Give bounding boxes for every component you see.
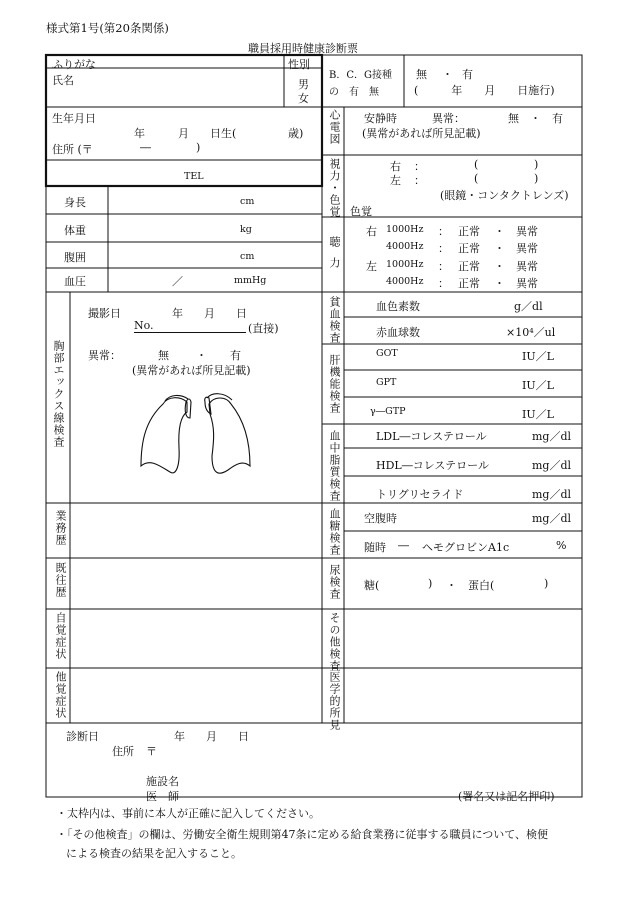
note-1: ・太枠内は、事前に本人が正確に記入してください。 xyxy=(56,807,320,820)
hba1c-unit: % xyxy=(556,539,567,552)
ldl-unit: mg／dl xyxy=(532,430,572,443)
hc1: ： xyxy=(438,225,449,238)
lipid-label: 血中脂質検査 xyxy=(328,430,341,502)
bcg-label: B．C．G接種 xyxy=(329,70,392,81)
tg-unit: mg／dl xyxy=(532,488,572,501)
postal-dash: ― xyxy=(140,141,151,154)
form-title: 職員採用時健康診断票 xyxy=(248,42,358,55)
other-tests-label: その他検査 xyxy=(328,612,341,672)
hdl-unit: mg／dl xyxy=(532,459,572,472)
hd4: ・ xyxy=(494,277,505,290)
urine-sugar: 糖( xyxy=(364,579,380,592)
tg-label: トリグリセライド xyxy=(376,488,464,501)
facility-label: 施設名 xyxy=(146,775,179,788)
birthdate-label: 生年月日 xyxy=(52,112,96,125)
xray-dot: ・ xyxy=(196,349,207,362)
got-label: GOT xyxy=(376,348,398,359)
waist-unit: cm xyxy=(240,251,255,262)
got-unit: IU／L xyxy=(522,350,554,363)
vision-paren-l2: ( xyxy=(474,172,479,185)
bp-slash: ／ xyxy=(172,275,183,288)
bcg-none[interactable]: 無 xyxy=(416,68,427,81)
vision-right: 右 xyxy=(390,160,401,173)
objective-symptoms-label: 他覚症状 xyxy=(54,671,67,719)
birth-month-unit: 月 xyxy=(178,127,189,140)
note-2: ・「その他検査」の欄は、労働安全衛生規則第47条に定める給食業務に従事する職員について、検便 xyxy=(56,828,549,841)
xray-present[interactable]: 有 xyxy=(230,349,241,362)
work-history-label: 業務歴 xyxy=(54,510,67,546)
female-option[interactable]: 女 xyxy=(298,92,309,105)
h-abn-2[interactable]: 異常 xyxy=(516,242,538,255)
vision-left: 左 xyxy=(390,174,401,187)
xray-direct: (直接) xyxy=(248,322,279,335)
hc4: ： xyxy=(438,277,449,290)
color-vision-label: 色覚 xyxy=(350,205,372,218)
gpt-label: GPT xyxy=(376,377,397,388)
h-normal-2[interactable]: 正常 xyxy=(458,242,480,255)
xray-findings-note: (異常があれば所見記載) xyxy=(132,364,251,377)
furigana-label: ふりがな xyxy=(52,58,96,71)
glucose-label: 血糖検査 xyxy=(328,508,341,556)
doctor-label: 医 師 xyxy=(146,790,179,803)
sex-label: 性別 xyxy=(288,58,310,71)
liver-label: 肝機能検査 xyxy=(328,354,341,414)
height-unit: cm xyxy=(240,196,255,207)
birth-day-unit: 日生( xyxy=(210,127,237,140)
waist-label: 腹囲 xyxy=(64,251,86,264)
glasses-note: (眼鏡・コンタクトレンズ) xyxy=(440,189,569,202)
ldl-label: LDL―コレステロール xyxy=(376,430,487,443)
signature-note: (署名又は記名押印) xyxy=(458,790,555,803)
exam-month-unit: 月 xyxy=(206,730,217,743)
ggtp-label: γ―GTP xyxy=(370,406,406,417)
hemoglobin-label: 血色素数 xyxy=(376,300,420,313)
hc2: ： xyxy=(438,242,449,255)
exam-day-unit: 日 xyxy=(238,730,249,743)
weight-unit: kg xyxy=(240,224,252,235)
ecg-dot: ・ xyxy=(530,112,541,125)
male-option[interactable]: 男 xyxy=(298,78,309,91)
xray-year-unit: 年 xyxy=(172,307,183,320)
name-label: 氏名 xyxy=(52,74,74,87)
hemoglobin-unit: g／dl xyxy=(514,300,543,313)
postal-mark: 〒 xyxy=(146,745,157,758)
ecg-none[interactable]: 無 xyxy=(508,112,519,125)
hd3: ・ xyxy=(494,260,505,273)
hz4000-r: 4000Hz xyxy=(386,241,424,252)
hd2: ・ xyxy=(494,242,505,255)
subjective-symptoms-label: 自覚症状 xyxy=(54,612,67,660)
doctor-address-label: 住所 xyxy=(112,745,134,758)
vision-paren-r1: ) xyxy=(534,158,539,171)
h-normal-3[interactable]: 正常 xyxy=(458,260,480,273)
vision-label: 視力・色覚 xyxy=(328,158,341,218)
weight-label: 体重 xyxy=(64,224,86,237)
xray-abnormal-label: 異常： xyxy=(88,349,121,362)
vision-colon-r: ： xyxy=(414,160,425,173)
hc3: ： xyxy=(438,260,449,273)
lungs-illustration xyxy=(141,394,250,473)
birth-year-unit: 年 xyxy=(134,127,145,140)
exam-year-unit: 年 xyxy=(174,730,185,743)
hba1c-label: ヘモグロビンA1c xyxy=(422,541,510,554)
ggtp-unit: IU／L xyxy=(522,408,554,421)
fasting-label: 空腹時 xyxy=(364,512,397,525)
ecg-abnormal-label: 異常： xyxy=(432,112,465,125)
rbc-label: 赤血球数 xyxy=(376,326,420,339)
random-dash: ― xyxy=(398,539,409,552)
gpt-unit: IU／L xyxy=(522,379,554,392)
urine-dot: ・ xyxy=(446,579,457,592)
height-label: 身長 xyxy=(64,196,86,209)
vision-colon-l: ： xyxy=(414,174,425,187)
urine-rp1: ) xyxy=(428,577,433,590)
h-normal-1[interactable]: 正常 xyxy=(458,225,480,238)
hearing-right: 右 xyxy=(366,225,377,238)
bcg-present[interactable]: 有 xyxy=(462,68,473,81)
address-label: 住所 (〒 xyxy=(52,143,93,156)
h-abn-1[interactable]: 異常 xyxy=(516,225,538,238)
note-3: による検査の結果を記入すること。 xyxy=(66,847,242,860)
urine-rp2: ) xyxy=(544,577,549,590)
vision-paren-l1: ( xyxy=(474,158,479,171)
hz1000-r: 1000Hz xyxy=(386,224,424,235)
xray-label: 胸部エックス線検査 xyxy=(52,340,65,448)
fasting-unit: mg／dl xyxy=(532,512,572,525)
bcg-dot: ・ xyxy=(442,68,453,81)
exam-date-label: 診断日 xyxy=(66,730,99,743)
medical-history-label: 既往歴 xyxy=(54,562,67,598)
ecg-findings-note: (異常があれば所見記載) xyxy=(362,127,481,140)
hd1: ・ xyxy=(494,225,505,238)
hearing-left: 左 xyxy=(366,260,377,273)
h-abn-4[interactable]: 異常 xyxy=(516,277,538,290)
vision-paren-r2: ) xyxy=(534,172,539,185)
ecg-rest: 安静時 xyxy=(364,112,397,125)
anemia-label: 貧血検査 xyxy=(328,296,341,344)
hz4000-l: 4000Hz xyxy=(386,276,424,287)
h-abn-3[interactable]: 異常 xyxy=(516,260,538,273)
age-unit: 歳) xyxy=(288,127,304,140)
form-number: 様式第1号(第20条関係) xyxy=(46,21,169,35)
hdl-label: HDL―コレステロール xyxy=(376,459,489,472)
urine-label: 尿検査 xyxy=(328,564,341,600)
medical-findings-label: 医学的所見 xyxy=(328,671,341,731)
xray-month-unit: 月 xyxy=(204,307,215,320)
bcg-label-2: の 有 無 xyxy=(329,87,379,98)
xray-day-unit: 日 xyxy=(236,307,247,320)
bp-unit: mmHg xyxy=(234,275,267,286)
tel-label: TEL xyxy=(184,171,204,182)
urine-protein: 蛋白( xyxy=(468,579,495,592)
hz1000-l: 1000Hz xyxy=(386,259,424,270)
hearing-label: 聴力 xyxy=(328,236,341,278)
bcg-date: ( 年 月 日施行) xyxy=(414,84,555,97)
ecg-label: 心電図 xyxy=(328,109,341,145)
random-label: 随時 xyxy=(364,541,386,554)
rbc-unit: ×10⁴／ul xyxy=(506,326,556,339)
xray-none[interactable]: 無 xyxy=(158,349,169,362)
xray-no: No. xyxy=(134,319,246,333)
xray-date-label: 撮影日 xyxy=(88,307,121,320)
blood-pressure-label: 血圧 xyxy=(64,275,86,288)
h-normal-4[interactable]: 正常 xyxy=(458,277,480,290)
ecg-present[interactable]: 有 xyxy=(552,112,563,125)
